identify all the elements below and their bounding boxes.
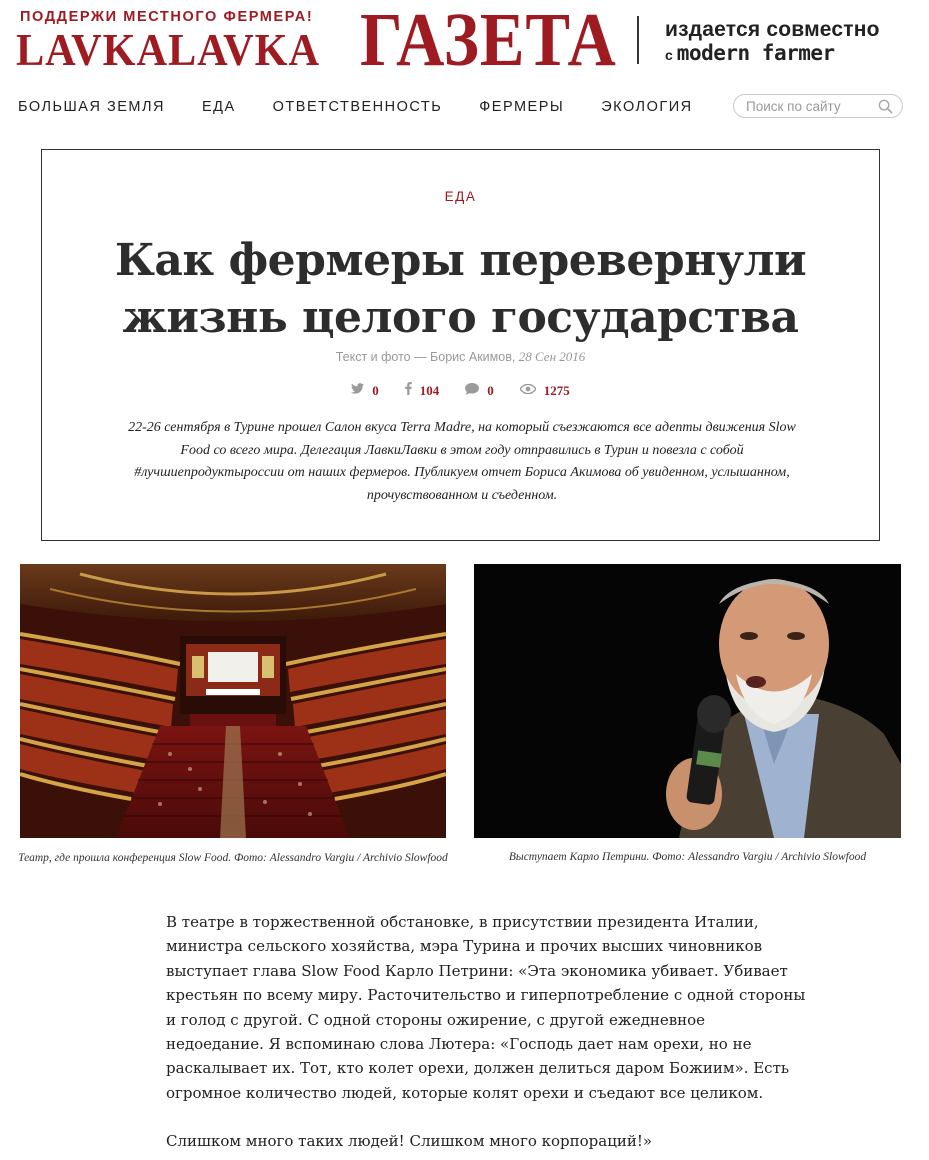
partner-logo[interactable]: [665, 41, 835, 66]
byline-date: 28 Сен 2016: [518, 349, 586, 364]
brand-tagline[interactable]: ПОДДЕРЖИ МЕСТНОГО ФЕРМЕРА!: [20, 9, 314, 25]
brand-logo-lavkalavka[interactable]: LAVKALAVKA: [16, 24, 320, 75]
speaker-photo[interactable]: [474, 564, 901, 838]
comment-icon: [465, 383, 479, 399]
article-title-line1: Как фермеры перевернули: [114, 235, 807, 286]
search-box: [733, 94, 903, 118]
nav-item-fermery[interactable]: ФЕРМЕРЫ: [479, 99, 565, 115]
nav-item-bolshaya-zemlya[interactable]: БОЛЬШАЯ ЗЕМЛЯ: [18, 99, 165, 115]
article-lead: 22-26 сентября в Турине прошел Салон вкуса Terra Madre, на который съезжаются все адепты движения Slow Food со всего мира. Делегация ЛавкиЛавки в этом году отправились в Турин и повезла с собой #лучшиепродуктыроссии от наших фермеров. Публикуем отчет Бориса Акимова об увиденном, услышанном, прочувствованном и съеденном.: [128, 420, 796, 503]
stat-views-count: 1275: [543, 382, 570, 398]
facebook-icon: [405, 382, 412, 399]
speaker-photo-caption: Выступает Карло Петрини. Фото: Alessandro Vargiu / Archivio Slowfood: [508, 851, 867, 863]
article-header: [41, 149, 880, 541]
byline-author: Текст и фото — Борис Акимов,: [335, 350, 516, 364]
eye-icon: [520, 383, 536, 398]
brand-divider: [637, 16, 639, 64]
twitter-icon: [351, 383, 364, 398]
stat-comments[interactable]: [465, 382, 494, 399]
stat-views: [520, 382, 570, 399]
brand-logo-gazeta[interactable]: ГАЗЕТА: [360, 0, 617, 82]
body-paragraph-1: В театре в торжественной обстановке, в присутствии президента Италии, министра сельского хозяйства, мэра Турина и прочих высших чиновников выступает глава Slow Food Карло Петрини: «Эта экономика убивает. Убивает крестьян по всему миру. Расточительство и гиперпотребление с одной стороны и голод с другой. С одной стороны ожирение, с другой ежедневное недоедание. Я вспоминаю слова Лютера: «Господь дает нам орехи, но не раскалывает их. Тот, кто колет орехи, должен делиться даром Божиим». Есть огромное количество людей, которые колят орехи и съедают все целиком.: [166, 913, 806, 1102]
theater-photo[interactable]: [20, 564, 446, 838]
body-paragraph-2: Слишком много таких людей! Слишком много корпораций!»: [166, 1132, 653, 1151]
article-title-line2: жизнь целого государства: [122, 292, 799, 343]
stat-facebook-count: 104: [419, 382, 440, 398]
article-stats: [42, 382, 879, 399]
article-body: [166, 910, 806, 1160]
stat-comments-count: 0: [487, 382, 494, 398]
partner-name: modern farmer: [676, 41, 835, 65]
article-title: [42, 232, 879, 346]
search-input[interactable]: [746, 97, 876, 115]
main-nav: [18, 96, 730, 118]
stat-facebook[interactable]: [405, 382, 440, 399]
nav-item-eda[interactable]: ЕДА: [201, 99, 236, 115]
stat-twitter[interactable]: [351, 382, 379, 399]
article-category[interactable]: ЕДА: [444, 189, 477, 204]
partner-prefix: с: [665, 47, 673, 63]
search-icon[interactable]: [878, 99, 893, 114]
nav-item-otvetstvennost[interactable]: ОТВЕТСТВЕННОСТЬ: [272, 99, 443, 115]
theater-photo-caption: Театр, где прошла конференция Slow Food. Фото: Alessandro Vargiu / Archivio Slowfood: [18, 852, 448, 864]
masthead: [0, 0, 929, 80]
nav-item-ekologiya[interactable]: ЭКОЛОГИЯ: [601, 99, 693, 115]
stat-twitter-count: 0: [372, 382, 379, 398]
article-byline: [42, 349, 879, 365]
partner-line: издается совместно: [665, 18, 880, 41]
